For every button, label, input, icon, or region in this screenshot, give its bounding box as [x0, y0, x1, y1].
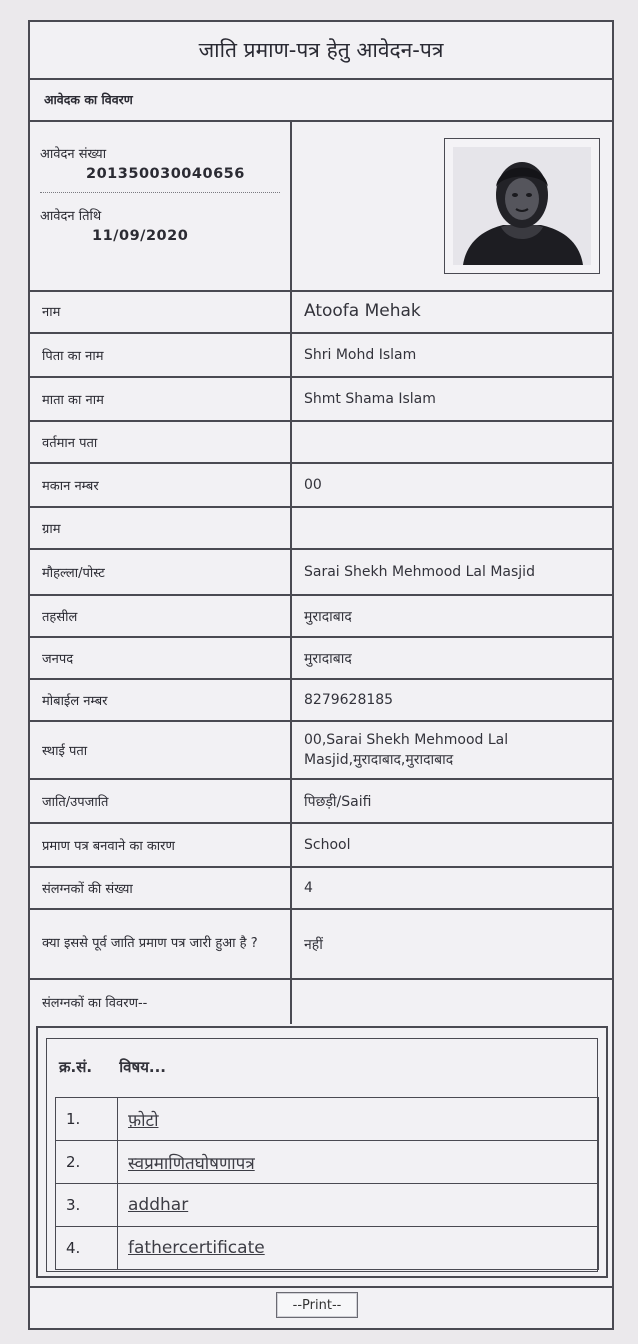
field-value: Sarai Shekh Mehmood Lal Masjid — [304, 564, 535, 580]
field-label: वर्तमान पता — [30, 422, 292, 462]
field-row-attachment-count — [30, 868, 612, 910]
field-value: नहीं — [304, 936, 323, 953]
field-value: 00 — [304, 477, 322, 493]
applicant-details-heading: आवेदक का विवरण — [30, 78, 612, 122]
field-value: 00,Sarai Shekh Mehmood Lal Masjid,मुरादाबाद,मुरादाबाद — [304, 732, 509, 768]
table-row — [56, 1098, 598, 1141]
field-value: School — [304, 837, 351, 853]
field-label: प्रमाण पत्र बनवाने का कारण — [30, 824, 292, 866]
field-label: मोबाईल नम्बर — [30, 680, 292, 720]
table-row — [56, 1141, 598, 1184]
table-row — [56, 1227, 598, 1270]
applicant-photo — [453, 147, 591, 265]
applicant-photo-frame — [444, 138, 600, 274]
attachment-link-aadhar[interactable]: addhar — [128, 1195, 189, 1215]
field-label: क्या इससे पूर्व जाति प्रमाण पत्र जारी हुआ है ? — [30, 910, 292, 978]
field-label: संलग्नकों की संख्या — [30, 868, 292, 908]
application-number-label: आवेदन संख्या — [40, 147, 107, 162]
field-label: स्थाई पता — [30, 722, 292, 778]
application-number-value: 201350030040656 — [86, 166, 245, 182]
field-value: पिछड़ी/Saifi — [304, 793, 372, 810]
attachment-serial: 4. — [56, 1227, 118, 1269]
field-value: 4 — [304, 880, 313, 896]
attachment-serial: 1. — [56, 1098, 118, 1140]
serial-column-header: क्र.सं. — [59, 1058, 93, 1076]
divider — [30, 1286, 612, 1288]
field-value: मुरादाबाद — [304, 608, 352, 625]
field-row-mobile — [30, 680, 612, 722]
field-row-previous-certificate — [30, 910, 612, 980]
field-row-current-address — [30, 422, 612, 464]
field-label: माता का नाम — [30, 378, 292, 420]
field-label: मौहल्ला/पोस्ट — [30, 550, 292, 594]
field-row-village — [30, 508, 612, 550]
field-row-reason — [30, 824, 612, 868]
field-row-father-name — [30, 334, 612, 378]
attachment-link-photo[interactable]: फ़ोटो — [128, 1110, 159, 1131]
attachments-section — [36, 1026, 608, 1278]
application-info-block — [30, 122, 612, 292]
application-form — [28, 20, 614, 1330]
application-date-value: 11/09/2020 — [92, 228, 189, 244]
attachments-panel — [46, 1038, 598, 1272]
field-value — [304, 508, 602, 548]
field-value: 8279628185 — [304, 692, 394, 708]
field-label: ग्राम — [30, 508, 292, 548]
application-meta — [30, 122, 292, 290]
divider — [40, 192, 280, 193]
field-value: Shmt Shama Islam — [304, 391, 436, 407]
field-row-mother-name — [30, 378, 612, 422]
field-value: मुरादाबाद — [304, 650, 352, 667]
print-button[interactable]: --Print-- — [276, 1292, 358, 1318]
application-date-label: आवेदन तिथि — [40, 209, 102, 224]
field-label: पिता का नाम — [30, 334, 292, 376]
field-label: जनपद — [30, 638, 292, 678]
field-value — [304, 980, 602, 1024]
field-label: संलग्नकों का विवरण-- — [30, 980, 292, 1024]
field-row-name — [30, 290, 612, 334]
field-label: नाम — [30, 290, 292, 332]
field-row-attachment-details — [30, 980, 612, 1024]
field-row-tehsil — [30, 596, 612, 638]
field-label: जाति/उपजाति — [30, 780, 292, 822]
attachments-header — [59, 1057, 166, 1077]
subject-column-header: विषय... — [119, 1058, 166, 1076]
attachment-link-self-declaration[interactable]: स्वप्रमाणितघोषणापत्र — [128, 1153, 255, 1174]
field-row-locality — [30, 550, 612, 596]
attachments-table — [55, 1097, 599, 1270]
page-title: जाति प्रमाण-पत्र हेतु आवेदन-पत्र — [30, 22, 612, 80]
table-row — [56, 1184, 598, 1227]
field-row-caste — [30, 780, 612, 824]
attachment-serial: 2. — [56, 1141, 118, 1183]
field-row-house-number — [30, 464, 612, 508]
field-label: मकान नम्बर — [30, 464, 292, 506]
field-row-permanent-address — [30, 722, 612, 780]
field-label: तहसील — [30, 596, 292, 636]
field-row-district — [30, 638, 612, 680]
field-value: Atoofa Mehak — [304, 301, 421, 321]
attachment-serial: 3. — [56, 1184, 118, 1226]
field-value — [304, 422, 602, 462]
field-value: Shri Mohd Islam — [304, 347, 417, 363]
attachment-link-father-certificate[interactable]: fathercertificate — [128, 1238, 265, 1258]
